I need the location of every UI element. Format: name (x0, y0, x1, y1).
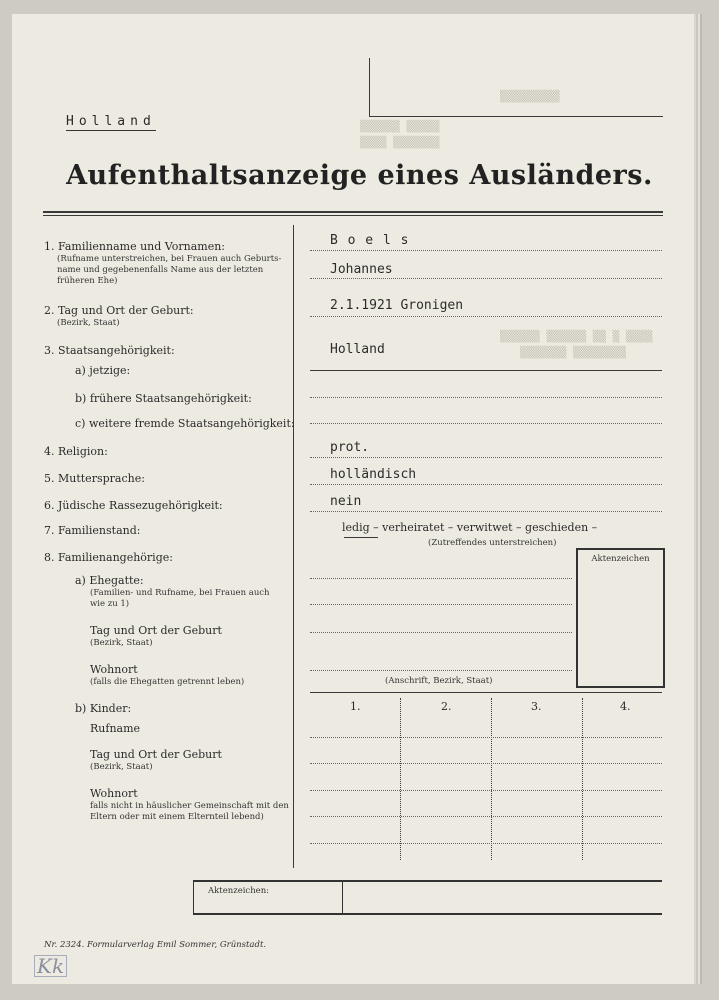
field-line (310, 397, 662, 398)
children-col-divider (582, 698, 583, 860)
publisher-imprint: Nr. 2324. Formularverlag Emil Sommer, Grünstadt. (44, 940, 267, 950)
address-hint: (Anschrift, Bezirk, Staat) (385, 676, 493, 686)
field-line (310, 511, 662, 512)
field-8-label: 8. Familienangehörige: (44, 551, 173, 564)
marital-status-underline (344, 537, 378, 538)
aktenzeichen-footer-divider (342, 882, 343, 913)
children-col-divider (400, 698, 401, 860)
field-7-label: 7. Familienstand: (44, 524, 141, 537)
field-8b-residence-label: Wohnort (90, 787, 138, 800)
mother-tongue-value: holländisch (330, 467, 417, 482)
religion-value: prot. (330, 440, 370, 455)
field-3b-label: b) frühere Staatsangehörigkeit: (75, 392, 252, 405)
bleed-through-text: ▒▒▒▒▒▒ ▒▒▒▒▒▒ ▒▒ ▒ ▒▒▒▒ (500, 330, 653, 343)
marital-status-options: ledig – verheiratet – verwitwet – geschieden – (342, 521, 598, 534)
child-col-1: 1. (350, 700, 361, 713)
field-line (310, 737, 662, 738)
field-line (310, 457, 662, 458)
aktenzeichen-footer-box (193, 880, 662, 915)
field-line (310, 423, 662, 424)
field-4-label: 4. Religion: (44, 445, 108, 458)
field-8a-birth-label: Tag und Ort der Geburt (90, 624, 222, 637)
field-3-label: 3. Staatsangehörigkeit: (44, 344, 175, 357)
field-line (310, 632, 572, 633)
field-line (310, 250, 662, 251)
address-box-left-edge (369, 58, 370, 116)
form-title: Aufenthaltsanzeige eines Ausländers. (66, 160, 653, 191)
surname-value: B o e l s (330, 233, 410, 248)
field-line (310, 316, 662, 317)
field-8a-residence-note: (falls die Ehegatten getrennt leben) (90, 677, 245, 687)
child-col-3: 3. (531, 700, 542, 713)
field-line (310, 763, 662, 764)
aktenzeichen-footer-label: Aktenzeichen: (208, 886, 270, 896)
field-line (310, 670, 572, 671)
field-8b-residence-note: Eltern oder mit einem Elternteil lebend) (90, 812, 264, 822)
bleed-through-text: ▒▒▒▒ ▒▒▒▒▒▒▒ (360, 136, 440, 149)
field-line (310, 484, 662, 485)
field-8a-birth-note: (Bezirk, Staat) (90, 638, 153, 648)
birth-value: 2.1.1921 Gronigen (330, 298, 464, 313)
field-1-note: name und gegebenenfalls Name aus der letzten (57, 265, 264, 275)
field-3c-label: c) weitere fremde Staatsangehörigkeit: (75, 417, 295, 430)
field-line (310, 370, 662, 371)
race-value: nein (330, 494, 362, 509)
field-8b-residence-note: falls nicht in häuslicher Gemeinschaft mit den (90, 801, 289, 811)
field-8a-note: (Familien- und Rufname, bei Frauen auch (90, 588, 270, 598)
field-3a-label: a) jetzige: (75, 364, 131, 377)
field-2-note: (Bezirk, Staat) (57, 318, 120, 328)
field-8b-label: b) Kinder: (75, 702, 132, 715)
title-rule (43, 215, 663, 216)
title-rule (43, 211, 663, 213)
field-line (310, 790, 662, 791)
field-8a-note: wie zu 1) (90, 599, 130, 609)
given-names-value: Johannes (330, 262, 393, 277)
country-label: Holland (66, 114, 156, 129)
field-line (310, 278, 662, 279)
field-8a-residence-label: Wohnort (90, 663, 138, 676)
aktenzeichen-box (576, 548, 665, 688)
child-col-2: 2. (441, 700, 452, 713)
column-divider (293, 225, 294, 868)
field-1-note: (Rufname unterstreichen, bei Frauen auch Geburts- (57, 254, 282, 264)
field-2-label: 2. Tag und Ort der Geburt: (44, 304, 194, 317)
child-col-4: 4. (620, 700, 631, 713)
field-8b-rufname-label: Rufname (90, 722, 141, 735)
field-8b-birth-label: Tag und Ort der Geburt (90, 748, 222, 761)
field-line (310, 604, 572, 605)
field-8a-label: a) Ehegatte: (75, 574, 144, 587)
field-line (310, 816, 662, 817)
field-line (310, 843, 662, 844)
children-rule (310, 692, 662, 693)
field-1-label: 1. Familienname und Vornamen: (44, 240, 225, 253)
nationality-value: Holland (330, 342, 385, 357)
address-box-bottom-edge (369, 116, 663, 117)
field-1-note: früheren Ehe) (57, 276, 118, 286)
aktenzeichen-box-label: Aktenzeichen (591, 554, 650, 564)
bleed-through-text: ▒▒▒▒▒▒▒▒▒ (500, 90, 560, 103)
pencil-annotation: Kk (34, 955, 67, 977)
field-5-label: 5. Muttersprache: (44, 472, 145, 485)
children-col-divider (491, 698, 492, 860)
field-6-label: 6. Jüdische Rassezugehörigkeit: (44, 499, 223, 512)
field-8b-birth-note: (Bezirk, Staat) (90, 762, 153, 772)
bleed-through-text: ▒▒▒▒▒▒▒ ▒▒▒▒▒▒▒▒ (520, 346, 626, 359)
bleed-through-text: ▒▒▒▒▒▒ ▒▒▒▒▒ (360, 120, 440, 133)
marital-status-hint: (Zutreffendes unterstreichen) (428, 538, 557, 548)
field-line (310, 578, 572, 579)
